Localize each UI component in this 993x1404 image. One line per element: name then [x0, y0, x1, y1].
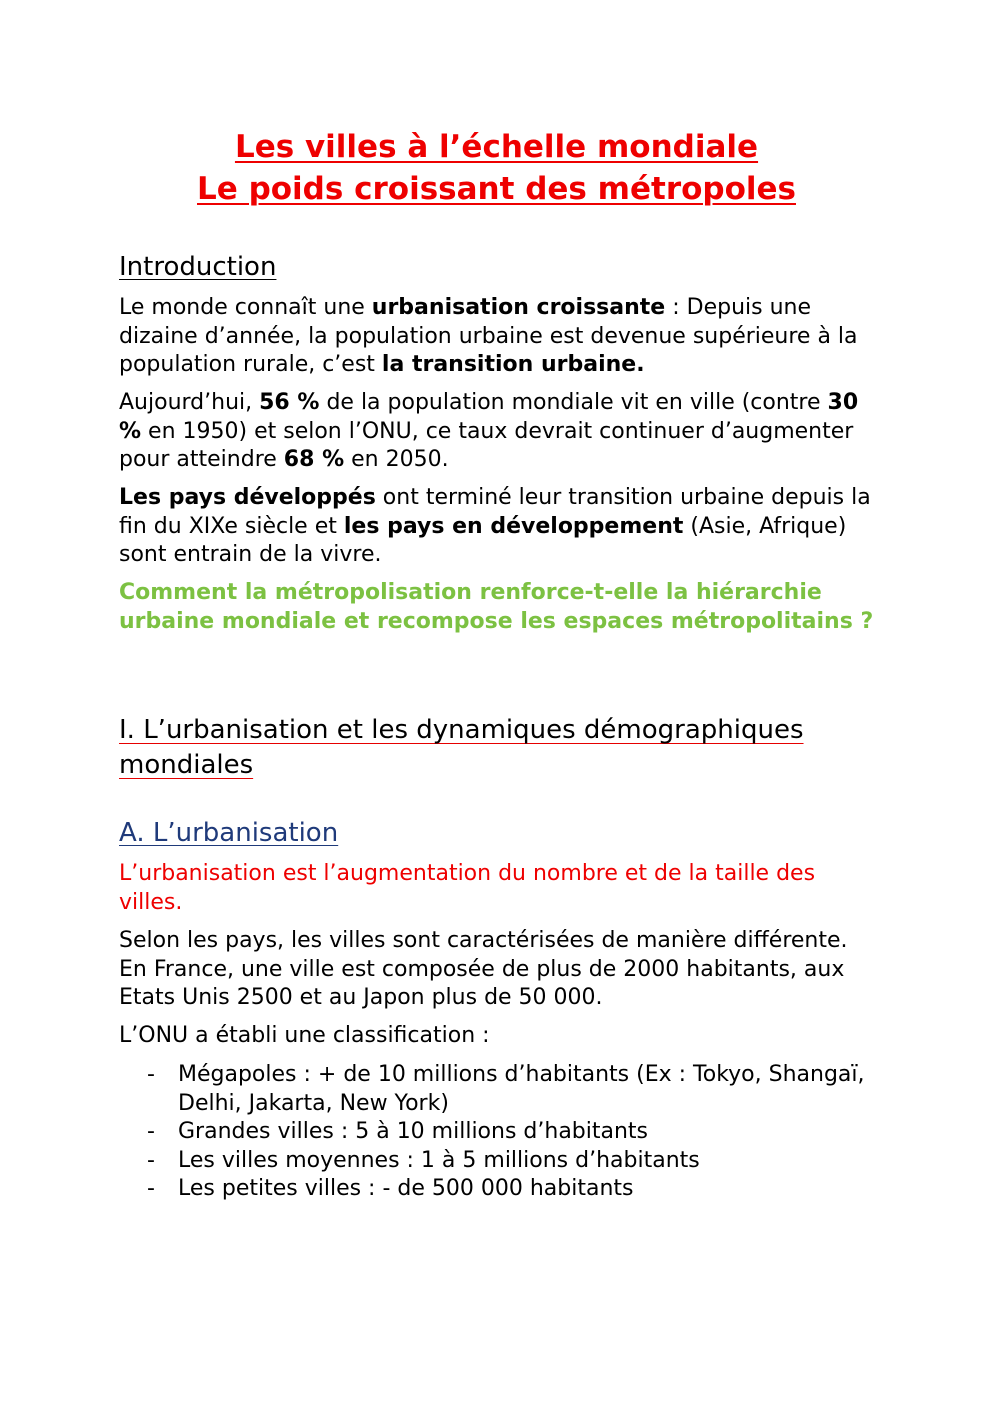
document-title-line-2: Le poids croissant des métropoles: [197, 171, 796, 207]
intro-paragraph-2: [119, 389, 879, 475]
bold-run: 68 %: [283, 447, 345, 472]
text-run: Le monde connaît une: [119, 295, 372, 320]
bold-run: Les pays développés: [119, 485, 376, 510]
dash-bullet: -: [147, 1119, 155, 1144]
dash-bullet: -: [147, 1176, 155, 1201]
bold-run: les pays en développement: [343, 513, 684, 539]
section-1-heading: [119, 713, 899, 783]
dash-bullet: -: [147, 1062, 155, 1087]
list-item: [147, 1061, 887, 1118]
text-run: en 2050.: [344, 447, 449, 472]
intro-paragraph-3: [119, 484, 879, 570]
introduction-heading: Introduction: [119, 252, 277, 282]
text-run: (Asie, Afrique) sont entrain de la vivre.: [119, 513, 847, 567]
list-item-text: Grandes villes : 5 à 10 millions d’habitants: [178, 1119, 649, 1144]
list-item: [147, 1175, 887, 1204]
onu-classification-intro: L’ONU a établi une classification :: [119, 1023, 490, 1048]
bold-run: la transition urbaine.: [381, 352, 645, 377]
intro-paragraph-1: [119, 294, 879, 380]
list-item: [147, 1118, 887, 1147]
list-item-text: Les villes moyennes : 1 à 5 millions d’habitants: [178, 1147, 700, 1173]
text-run: ont terminé leur transition urbaine depuis la fin du XIXe siècle et: [119, 485, 871, 539]
text-run: de la population mondiale vit en ville (contre: [319, 390, 828, 415]
list-item-text: Mégapoles : + de 10 millions d’habitants (Ex : Tokyo, Shangaï, Delhi, Jakarta, New York): [178, 1062, 865, 1116]
text-run: en 1950) et selon l’ONU, ce taux devrait continuer d’augmenter pour atteindre: [119, 418, 854, 472]
list-item-text: Les petites villes : - de 500 000 habitants: [178, 1176, 634, 1201]
bold-run: 56 %: [259, 390, 320, 415]
bold-run: 30 %: [119, 390, 859, 444]
city-criteria-paragraph: Selon les pays, les villes sont caractérisées de manière différente. En France, une ville est composée de plus de 2000 habitants, aux Etats Unis 2500 et au Japon plus de 50 000.: [119, 928, 848, 1010]
text-run: : Depuis une dizaine d’année, la population urbaine est devenue supérieure à la population rurale, c’est: [119, 295, 858, 377]
section-1-heading-line-1: I. L’urbanisation et les dynamiques démographiques: [119, 715, 804, 745]
classification-list: [147, 1061, 887, 1204]
subsection-a-heading: A. L’urbanisation: [119, 818, 339, 848]
problem-question: Comment la métropolisation renforce-t-elle la hiérarchie urbaine mondiale et recompose les espaces métropolitains ?: [119, 580, 874, 634]
bold-run: urbanisation croissante: [371, 295, 666, 320]
list-item: [147, 1147, 887, 1176]
dash-bullet: -: [147, 1147, 155, 1173]
urbanisation-definition: L’urbanisation est l’augmentation du nombre et de la taille des villes.: [119, 861, 816, 915]
text-run: Aujourd’hui,: [119, 390, 260, 415]
document-title-line-1: Les villes à l’échelle mondiale: [234, 129, 759, 165]
section-1-heading-line-2: mondiales: [119, 750, 254, 780]
